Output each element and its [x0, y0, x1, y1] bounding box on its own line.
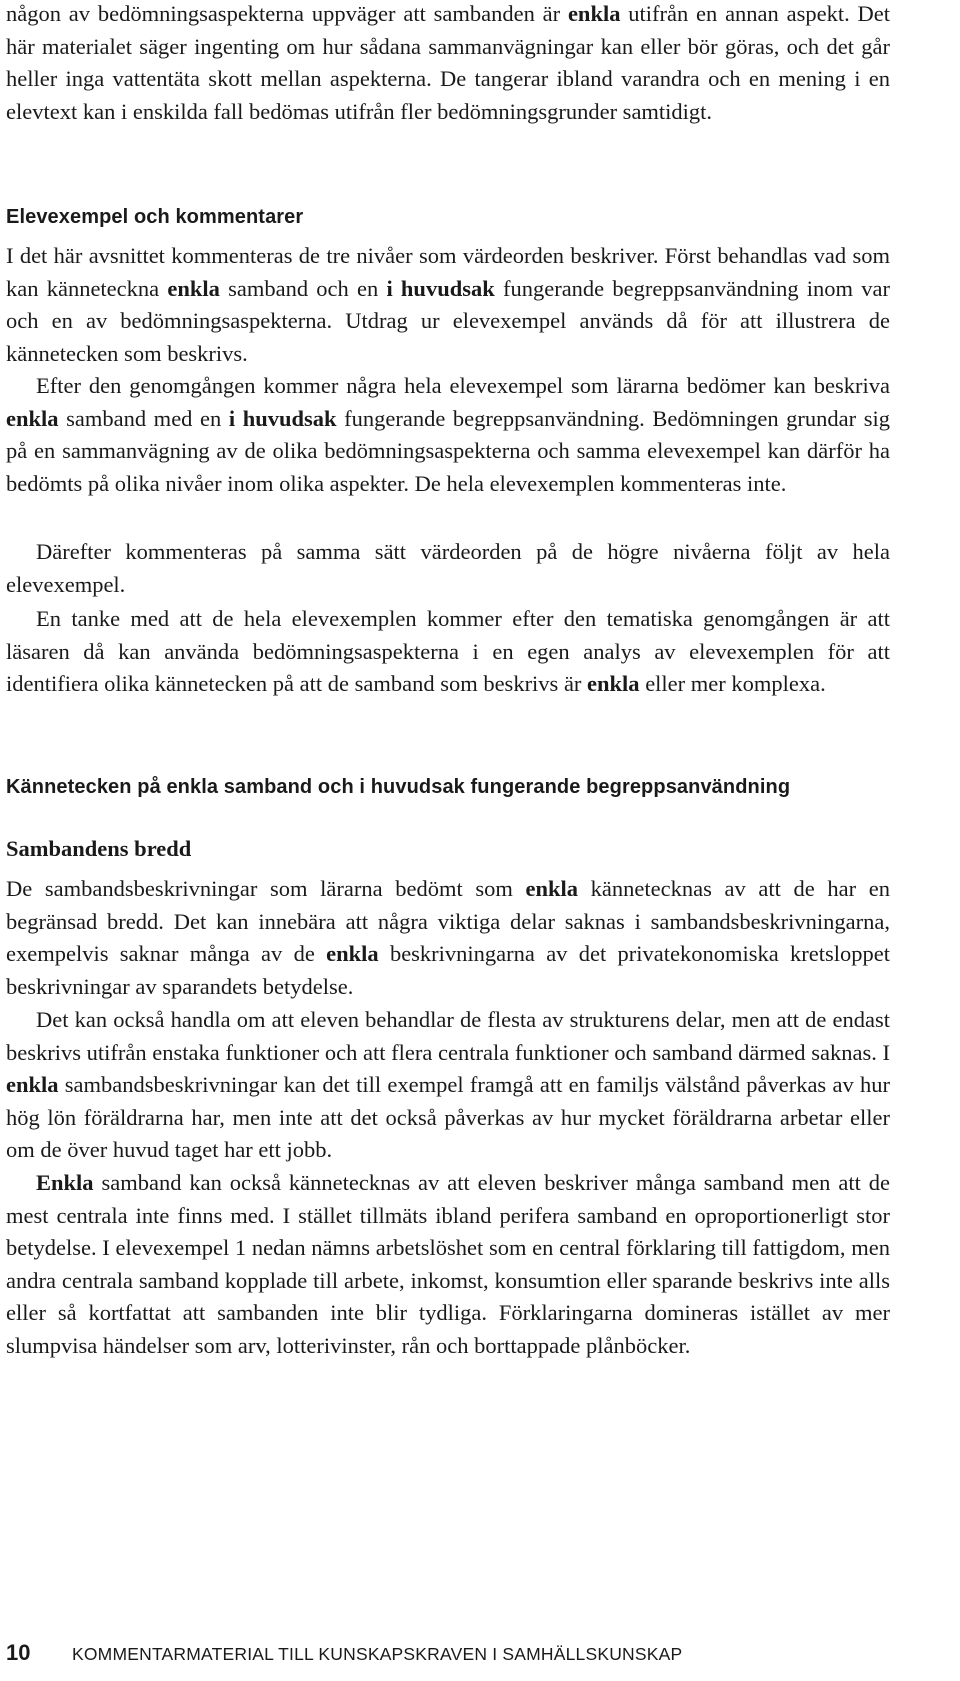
page-footer [6, 1640, 682, 1666]
intro-paragraph: någon av bedömningsaspekterna uppväger att sambanden är enkla utifrån en annan aspekt. Det här materialet säger ingenting om hur sådana sammanvägningar kan eller bör göras, och det går heller inga vattentäta skott mellan aspekterna. De tangerar ibland varandra och en mening i en elevtext kan i enskilda fall bedömas utifrån fler bedömningsgrunder samtidigt. [6, 1, 890, 124]
section2-paragraph-3: Enkla samband kan också kännetecknas av att eleven beskriver många samband men att de mest centrala inte finns med. I stället tillmäts ibland perifera samband en oproportionerligt stor betydelse. I elevexempel 1 nedan nämns arbetslöshet som en central förklaring till fattigdom, men andra centrala samband kopplade till arbete, inkomst, konsumtion eller sparande beskrivs inte alls eller så kortfattat att sambanden inte blir tydliga. Förklaringarna domineras istället av mer slumpvisa händelser som arv, lotterivinster, rån och borttappade plånböcker. [6, 1170, 890, 1358]
section2-paragraph-1: De sambandsbeskrivningar som lärarna bedömt som enkla kännetecknas av att de har en begränsad bredd. Det kan innebära att några viktiga delar saknas i sambandsbeskrivningarna, exempelvis saknar många av de enkla beskrivningarna av det privatekonomiska kretsloppet beskrivningar av sparandets betydelse. [6, 876, 890, 999]
subheading-sambandens-bredd: Sambandens bredd [6, 836, 192, 861]
running-title: KOMMENTARMATERIAL TILL KUNSKAPSKRAVEN I SAMHÄLLSKUNSKAP [72, 1644, 683, 1664]
section1-paragraph-1: I det här avsnittet kommenteras de tre nivåer som värdeorden beskriver. Först behandlas vad som kan känneteckna enkla samband och en i huvudsak fungerande begreppsanvändning inom var och en av bedömningsaspekterna. Utdrag ur elevexempel används då för att illustrera de kännetecken som beskrivs. [6, 243, 890, 366]
section2-paragraph-2: Det kan också handla om att eleven behandlar de flesta av strukturens delar, men att de endast beskrivs utifrån enstaka funktioner och att flera centrala funktioner och samband därmed saknas. I enkla sambandsbeskrivningar kan det till exempel framgå att en familjs välstånd påverkas av hur hög lön föräldrarna har, men inte att det också påverkas av hur mycket föräldrarna arbetar eller om de över huvud taget har ett jobb. [6, 1007, 890, 1162]
section1-paragraph-3: Därefter kommenteras på samma sätt värdeorden på de högre nivåerna följt av hela elevexempel. [6, 539, 890, 597]
section-heading-elevexempel: Elevexempel och kommentarer [6, 206, 304, 228]
section1-paragraph-2: Efter den genomgången kommer några hela elevexempel som lärarna bedömer kan beskriva enkla samband med en i huvudsak fungerande begreppsanvändning. Bedömningen grundar sig på en sammanvägning av de olika bedömningsaspekterna och samma elevexempel kan därför ha bedömts på olika nivåer inom olika aspekter. De hela elevexemplen kommenteras inte. [6, 373, 890, 496]
section-heading-kannetecken: Kännetecken på enkla samband och i huvudsak fungerande begreppsanvändning [6, 776, 791, 798]
page-number: 10 [6, 1640, 31, 1665]
section1-paragraph-4: En tanke med att de hela elevexemplen kommer efter den tematiska genomgången är att läsaren då kan använda bedömningsaspekterna i en egen analys av elevexemplen för att identifiera olika kännetecken på att de samband som beskrivs är enkla eller mer komplexa. [6, 606, 890, 696]
